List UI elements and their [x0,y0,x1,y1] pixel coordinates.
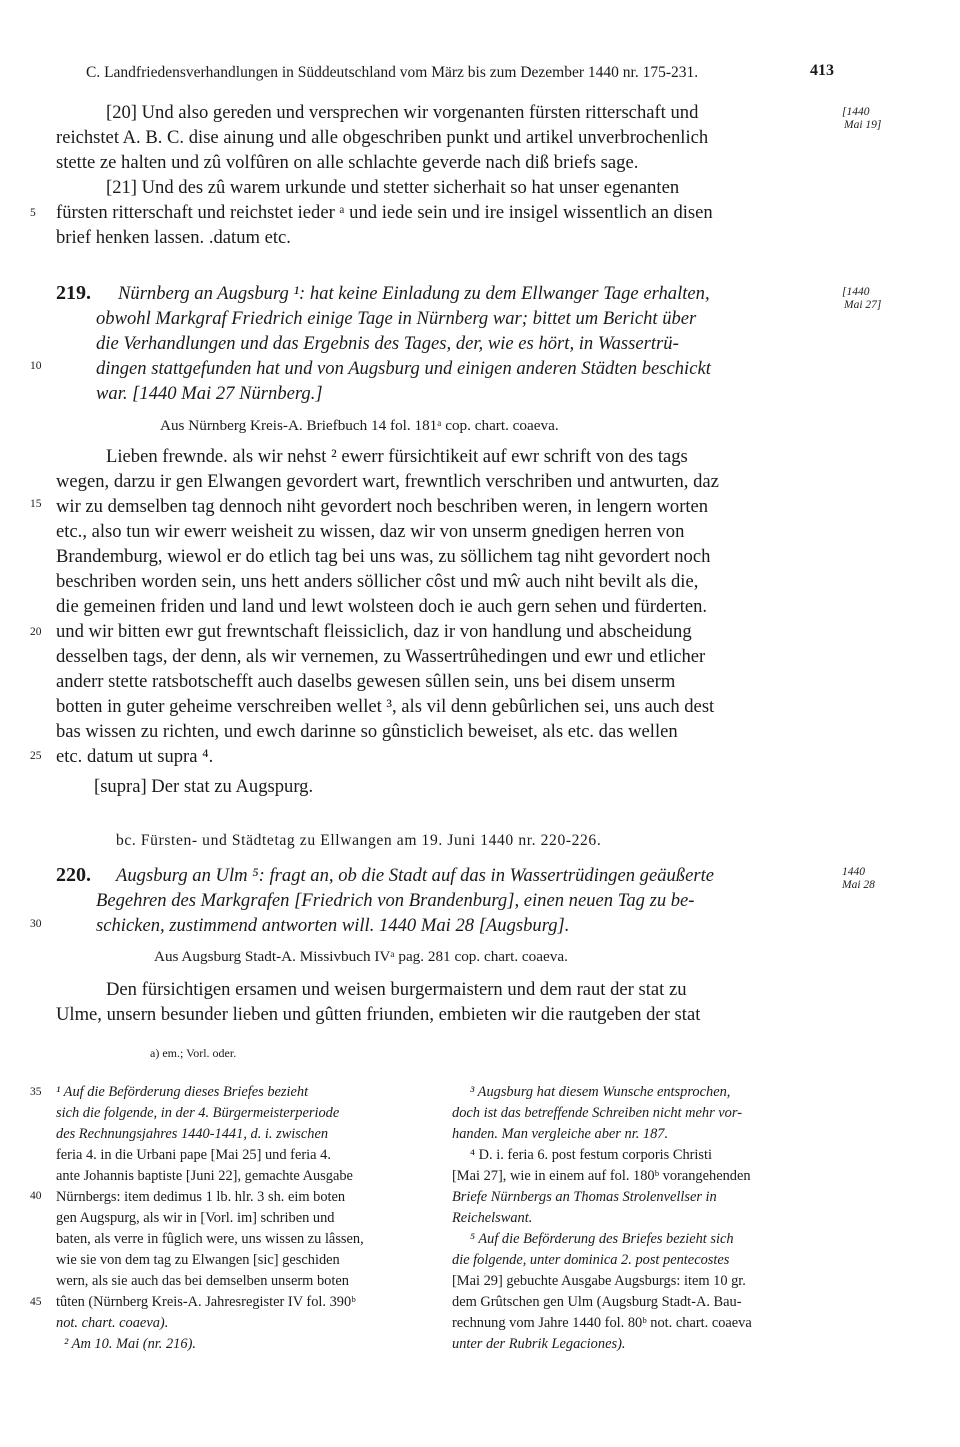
text-line: Ulme, unsern besunder lieben und gûtten friunden, embieten wir die rautgeben der stat [56,1004,701,1025]
variant-note: a) em.; Vorl. oder. [150,1046,237,1060]
footnote-line: des Rechnungsjahres 1440-1441, d. i. zwischen [56,1126,329,1142]
footnote-line: doch ist das betreffende Schreiben nicht mehr vor- [452,1105,742,1121]
footnote-line: baten, als verre in fûglich were, uns wissen zu lâssen, [56,1231,364,1247]
document-title: dingen stattgefunden hat und von Augsburg und einigen anderen Städten beschickt [96,358,711,379]
source-note: Aus Nürnberg Kreis-A. Briefbuch 14 fol. 181ᵃ cop. chart. coaeva. [160,417,559,434]
document-title: schicken, zustimmend antworten will. 1440 Mai 28 [Augsburg]. [96,915,570,936]
document-title: die Verhandlungen und das Ergebnis des Tages, der, wie es hört, in Wassertrü- [96,333,679,354]
line-number: 40 [30,1190,42,1202]
text-line: etc., also tun wir ewerr weisheit zu wissen, daz wir von unserm gnedigen herren von [56,521,685,542]
footnote-line: not. chart. coaeva). [56,1315,169,1331]
footnote-line: ⁴ D. i. feria 6. post festum corporis Christi [470,1147,713,1163]
text-line: und wir bitten ewr gut frewntschaft fleissiclich, daz ir von handlung und abscheidung [56,621,692,642]
document-title: obwohl Markgraf Friedrich einige Tage in Nürnberg war; bittet um Bericht über [96,308,697,329]
footnote-line: Reichelswant. [452,1210,533,1226]
footnote-line: handen. Man vergleiche aber nr. 187. [452,1126,669,1142]
footnote-line: [Mai 27], wie in einem auf fol. 180ᵇ vorangehenden [452,1168,751,1184]
footnote-line: [Mai 29] gebuchte Ausgabe Augsburgs: item 10 gr. [452,1273,746,1289]
section-heading: bc. Fürsten- und Städtetag zu Ellwangen am 19. Juni 1440 nr. 220-226. [116,832,602,849]
running-header: C. Landfriedensverhandlungen in Süddeutschland vom März bis zum Dezember 1440 nr. 175-231. [86,64,699,81]
footnote-line: dem Grûtschen gen Ulm (Augsburg Stadt-A. Bau- [452,1294,742,1310]
footnote-line: wern, als sie auch das bei demselben unserm boten [56,1273,349,1289]
line-number: 30 [30,918,42,930]
margin-date: [1440 Mai 27] [842,286,882,311]
text-line: anderr stette ratsbotschefft auch daselbs gewesen sûllen sein, uns bei disem unserm [56,671,676,692]
footnote-line: die folgende, unter dominica 2. post pentecostes [452,1252,730,1268]
footnote-line: unter der Rubrik Legaciones). [452,1336,626,1352]
text-line: wegen, darzu ir gen Elwangen gevordert wart, frewntlich verschriben und antwurten, daz [56,471,719,492]
text-line: bas wissen zu richten, und ewch darinne so gûnsticlich beweiset, als etc. das wellen [56,721,678,742]
document-number: 220. [56,864,91,886]
text-line: botten in guter geheime verschreiben wellet ³, als vil denn gebûrlichen sei, uns auch dest [56,696,715,717]
document-number: 219. [56,282,91,304]
document-title: Nürnberg an Augsburg ¹: hat keine Einladung zu dem Ellwanger Tage erhalten, [118,283,710,304]
margin-date: [1440 Mai 19] [842,106,882,131]
text-line: [21] Und des zû warem urkunde und stetter sicherhait so hat unser egenanten [106,177,680,198]
text-line: etc. datum ut supra ⁴. [56,746,214,767]
document-title: war. [1440 Mai 27 Nürnberg.] [96,383,323,404]
footnote-line: tûten (Nürnberg Kreis-A. Jahresregister IV fol. 390ᵇ [56,1294,356,1310]
footnote-line: feria 4. in die Urbani pape [Mai 25] und feria 4. [56,1147,331,1163]
text-line: Brandemburg, wiewol er do etlich tag bei uns was, zu söllichem tag niht gevordert noch [56,546,711,567]
footnote-line: ³ Augsburg hat diesem Wunsche entsprochen, [470,1084,731,1100]
text-line: Den fürsichtigen ersamen und weisen burgermaistern und dem raut der stat zu [106,979,687,1000]
line-number: 25 [30,750,42,762]
footnote-line: ¹ Auf die Beförderung dieses Briefes bezieht [56,1084,309,1100]
footnote-line: ante Johannis baptiste [Juni 22], gemachte Ausgabe [56,1168,353,1184]
text-line: wir zu demselben tag dennoch niht gevordert noch beschriben weren, in lengern worten [56,496,709,517]
page-number: 413 [810,62,834,79]
text-line: [20] Und also gereden und versprechen wir vorgenanten fürsten ritterschaft und [106,102,699,123]
line-number: 35 [30,1086,42,1098]
line-number: 15 [30,498,42,510]
text-line: reichstet A. B. C. dise ainung und alle obgeschriben punkt und artikel unverbrochenlich [56,127,709,148]
document-title: Augsburg an Ulm ⁵: fragt an, ob die Stadt auf das in Wassertrüdingen geäußerte [116,865,715,886]
text-line: Lieben frewnde. als wir nehst ² ewerr fürsichtikeit auf ewr schrift von des tags [106,446,688,467]
footnote-line: wie sie von dem tag zu Elwangen [sic] geschiden [56,1252,340,1268]
footnote-line: Nürnbergs: item dedimus 1 lb. hlr. 3 sh. eim boten [56,1189,346,1205]
document-title: Begehren des Markgrafen [Friedrich von Brandenburg], einen neuen Tag zu be- [96,890,695,911]
closing-line: [supra] Der stat zu Augspurg. [94,776,314,797]
footnote-line: rechnung vom Jahre 1440 fol. 80ᵇ not. chart. coaeva [452,1315,752,1331]
text-line: fürsten ritterschaft und reichstet ieder ᵃ und iede sein und ire insigel wissentlich an disen [56,202,713,223]
line-number: 5 [30,207,36,219]
footnote-line: gen Augspurg, als wir in [Vorl. im] schriben und [56,1210,335,1226]
text-line: desselben tags, der denn, als wir vernemen, zu Wassertrûhedingen und ewr und etlicher [56,646,706,667]
footnote-line: ⁵ Auf die Beförderung des Briefes bezieht sich [470,1231,734,1247]
line-number: 10 [30,360,42,372]
margin-date: 1440 Mai 28 [842,866,875,891]
text-line: die gemeinen friden und land und lewt wolsteen doch ie auch gern sehen und fürderten. [56,596,708,617]
footnote-line: sich die folgende, in der 4. Bürgermeisterperiode [56,1105,340,1121]
source-note: Aus Augsburg Stadt-A. Missivbuch IVᵃ pag. 281 cop. chart. coaeva. [154,948,568,965]
text-line: brief henken lassen. .datum etc. [56,227,291,248]
footnote-line: ² Am 10. Mai (nr. 216). [64,1336,196,1352]
footnote-line: Briefe Nürnbergs an Thomas Strolenvellser in [452,1189,717,1205]
text-line: stette ze halten und zû volfûren on alle schlachte geverde nach diß briefs sage. [56,152,639,173]
line-number: 45 [30,1296,42,1308]
text-line: beschriben worden sein, uns hett anders söllicher côst und mŵ auch niht bevilt als die, [56,571,699,592]
line-number: 20 [30,626,42,638]
